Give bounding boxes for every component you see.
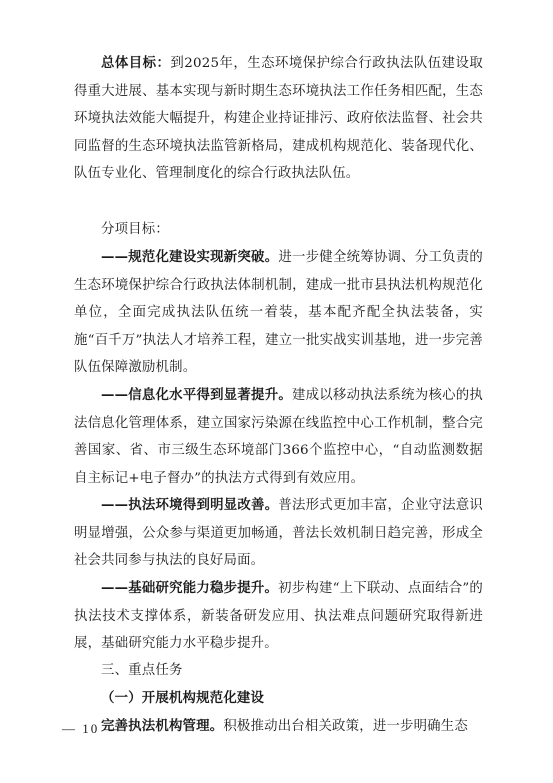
sub-goal-title: ——信息化水平得到显著提升。 [101,388,292,403]
sub-goal-title: ——规范化建设实现新突破。 [101,250,279,265]
overall-goal-text: 到2025年，生态环境保护综合行政执法队伍建设取得重大进展、基本实现与新时期生态环境执法工作任务相匹配，生态环境执法效能大幅提升，构建企业持证排污、政府依法监督、社会共同监督的生态环境执法监管新格局，建成机构规范化、装备现代化、队伍专业化、管理制度化的综合行政执法队伍。 [74,56,483,182]
overall-goal-paragraph [74,50,483,188]
overall-goal-label: 总体目标： [101,56,171,71]
sub-goal-title: ——执法环境得到明显改善。 [101,498,279,513]
subsection-heading: （一）开展机构规范化建设 [101,691,265,706]
sub-goal-text: 初步构建“上下联动、点面结合”的执法技术支撑体系，新装备研发应用、执法难点问题研究取得新进展，基础研究能力水平稳步提升。 [74,581,483,652]
sub-goal-paragraph [74,382,483,492]
sub-goal-title: ——基础研究能力稳步提升。 [101,581,279,596]
sub-goal-paragraph [74,492,483,575]
sub-goal-text: 普法形式更加丰富，企业守法意识明显增强，公众参与渠道更加畅通，普法长效机制日趋完善，形成全社会共同参与执法的良好局面。 [74,498,484,569]
section-heading: 三、重点任务 [101,663,183,678]
body-paragraph [74,713,483,741]
sub-goal-text: 建成以移动执法系统为核心的执法信息化管理体系，建立国家污染源在线监控中心工作机制，整合完善国家、省、市三级生态环境部门366个监控中心，“自动监测数据自主标记+电子督办”的执法方式得到有效应用。 [74,388,483,486]
paragraph-title: 完善执法机构管理。 [101,719,224,734]
sub-goal-text: 进一步健全统筹协调、分工负责的生态环境保护综合行政执法体制机制，建成一批市县执法机构规范化单位，全面完成执法队伍统一着装，基本配齐配全执法装备，实施“百千万”执法人才培养工程，建立一批实战实训基地，进一步完善队伍保障激励机制。 [74,250,484,376]
sub-goals-label: 分项目标： [101,222,169,237]
paragraph-text: 积极推动出台相关政策，进一步明确生态 [223,719,468,734]
page-number: — 10 — [62,721,120,736]
sub-goal-paragraph [74,244,483,382]
sub-goal-paragraph [74,575,483,658]
